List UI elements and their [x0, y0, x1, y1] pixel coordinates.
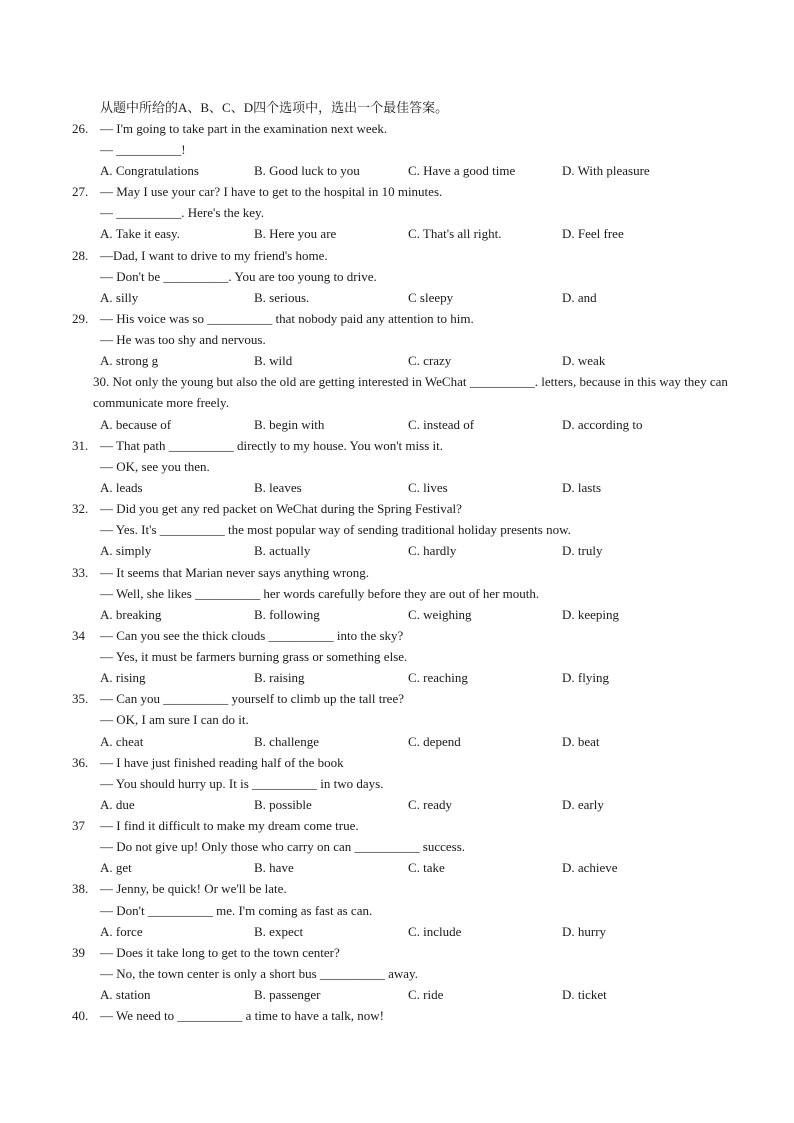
option-c: C. reaching [408, 670, 468, 685]
option-a: A. leads [100, 480, 143, 495]
option-c: C. instead of [408, 417, 475, 432]
question-28-options [0, 287, 794, 308]
option-d: D. according to [562, 417, 643, 432]
option-b: B. raising [254, 670, 305, 685]
option-b: B. begin with [254, 417, 325, 432]
question-text: — OK, see you then. [100, 459, 210, 474]
question-38-options [0, 921, 794, 942]
question-33-line-1 [0, 562, 794, 583]
option-a: A. station [100, 987, 151, 1002]
option-b: B. actually [254, 543, 311, 558]
question-32-line-2 [0, 519, 794, 540]
option-c: C. crazy [408, 353, 452, 368]
option-c: C. depend [408, 734, 461, 749]
option-c: C. lives [408, 480, 448, 495]
question-34-options [0, 667, 794, 688]
option-b: B. possible [254, 797, 312, 812]
question-text: — I'm going to take part in the examination next week. [100, 121, 388, 136]
option-a: A. simply [100, 543, 152, 558]
question-32-options [0, 540, 794, 561]
question-number: 30. [93, 374, 110, 389]
question-number: 27. [72, 184, 89, 199]
question-39-line-1 [0, 942, 794, 963]
question-26-options [0, 160, 794, 181]
question-number: 26. [72, 121, 89, 136]
question-text: — May I use your car? I have to get to the hospital in 10 minutes. [100, 184, 443, 199]
question-38-line-1 [0, 878, 794, 899]
question-text: — It seems that Marian never says anything wrong. [100, 565, 369, 580]
question-40-line-1 [0, 1005, 794, 1026]
option-a: A. cheat [100, 734, 144, 749]
option-a: A. silly [100, 290, 139, 305]
question-36-line-1 [0, 752, 794, 773]
option-a: A. Take it easy. [100, 226, 180, 241]
question-27-options [0, 223, 794, 244]
question-32-line-1 [0, 498, 794, 519]
question-31-line-2 [0, 456, 794, 477]
question-text: — I find it difficult to make my dream come true. [100, 818, 359, 833]
question-text: —Dad, I want to drive to my friend's home. [100, 248, 328, 263]
option-c: C. hardly [408, 543, 457, 558]
instruction-text: 从题中所给的A、B、C、D四个选项中，选出一个最佳答案。 [100, 100, 449, 115]
option-d: D. beat [562, 734, 600, 749]
question-text: — His voice was so __________ that nobody paid any attention to him. [100, 311, 474, 326]
option-a: A. rising [100, 670, 146, 685]
question-text: — Does it take long to get to the town center? [100, 945, 340, 960]
option-c: C. weighing [408, 607, 472, 622]
question-36-line-2 [0, 773, 794, 794]
question-31-options [0, 477, 794, 498]
question-38-line-2 [0, 900, 794, 921]
option-a: A. Congratulations [100, 163, 199, 178]
question-text: Not only the young but also the old are getting interested in WeChat __________. letters, because in this way they can communicate more freely. [93, 374, 728, 410]
question-text: — Yes, it must be farmers burning grass or something else. [100, 649, 408, 664]
question-text: — Did you get any red packet on WeChat during the Spring Festival? [100, 501, 462, 516]
option-d: D. lasts [562, 480, 601, 495]
option-d: D. weak [562, 353, 606, 368]
option-b: B. following [254, 607, 320, 622]
question-text: — __________! [100, 142, 186, 157]
question-number: 38. [72, 881, 89, 896]
option-c: C. take [408, 860, 445, 875]
option-d: D. flying [562, 670, 609, 685]
question-36-options [0, 794, 794, 815]
question-text: — Don't __________ me. I'm coming as fast as can. [100, 903, 373, 918]
option-b: B. Here you are [254, 226, 337, 241]
option-d: D. and [562, 290, 597, 305]
question-35-line-1 [0, 688, 794, 709]
question-text: — Jenny, be quick! Or we'll be late. [100, 881, 287, 896]
question-text: — Can you __________ yourself to climb up the tall tree? [100, 691, 404, 706]
question-text: — Do not give up! Only those who carry on can __________ success. [100, 839, 466, 854]
question-text: — That path __________ directly to my house. You won't miss it. [100, 438, 443, 453]
option-c: C. ride [408, 987, 444, 1002]
question-text: — I have just finished reading half of the book [100, 755, 344, 770]
option-c: C sleepy [408, 290, 454, 305]
option-c: C. ready [408, 797, 453, 812]
question-35-options [0, 731, 794, 752]
option-a: A. force [100, 924, 143, 939]
question-29-options [0, 350, 794, 371]
option-b: B. challenge [254, 734, 319, 749]
question-text: — He was too shy and nervous. [100, 332, 266, 347]
question-number: 39 [72, 945, 85, 960]
question-number: 40. [72, 1008, 89, 1023]
question-29-line-1 [0, 308, 794, 329]
question-35-line-2 [0, 709, 794, 730]
question-number: 32. [72, 501, 89, 516]
question-29-line-2 [0, 329, 794, 350]
question-37-line-1 [0, 815, 794, 836]
option-a: A. due [100, 797, 135, 812]
question-text: — You should hurry up. It is __________ in two days. [100, 776, 384, 791]
question-number: 31. [72, 438, 89, 453]
question-26-line-2 [0, 139, 794, 160]
question-27-line-2 [0, 202, 794, 223]
question-33-line-2 [0, 583, 794, 604]
option-d: D. truly [562, 543, 603, 558]
question-text: — OK, I am sure I can do it. [100, 712, 249, 727]
option-c: C. Have a good time [408, 163, 516, 178]
question-28-line-2 [0, 266, 794, 287]
question-39-line-2 [0, 963, 794, 984]
question-34-line-1 [0, 625, 794, 646]
question-30-stem [0, 371, 794, 413]
option-a: A. breaking [100, 607, 162, 622]
option-d: D. achieve [562, 860, 618, 875]
option-b: B. leaves [254, 480, 302, 495]
question-34-line-2 [0, 646, 794, 667]
question-39-options [0, 984, 794, 1005]
option-d: D. Feel free [562, 226, 624, 241]
option-b: B. have [254, 860, 294, 875]
question-27-line-1 [0, 181, 794, 202]
option-d: D. With pleasure [562, 163, 650, 178]
question-number: 35. [72, 691, 89, 706]
option-b: B. passenger [254, 987, 321, 1002]
option-b: B. wild [254, 353, 293, 368]
option-d: D. hurry [562, 924, 607, 939]
question-37-line-2 [0, 836, 794, 857]
question-text: — No, the town center is only a short bus __________ away. [100, 966, 418, 981]
question-number: 36. [72, 755, 89, 770]
option-a: A. get [100, 860, 132, 875]
option-d: D. ticket [562, 987, 607, 1002]
option-b: B. Good luck to you [254, 163, 360, 178]
question-text: — Well, she likes __________ her words carefully before they are out of her mouth. [100, 586, 540, 601]
question-number: 34 [72, 628, 85, 643]
option-d: D. early [562, 797, 604, 812]
option-c: C. That's all right. [408, 226, 502, 241]
question-text: — We need to __________ a time to have a talk, now! [100, 1008, 384, 1023]
option-d: D. keeping [562, 607, 620, 622]
question-text: — Can you see the thick clouds __________ into the sky? [100, 628, 404, 643]
question-text: — Yes. It's __________ the most popular way of sending traditional holiday presents now. [100, 522, 571, 537]
question-text: — __________. Here's the key. [100, 205, 264, 220]
question-number: 29. [72, 311, 89, 326]
question-31-line-1 [0, 435, 794, 456]
question-28-line-1 [0, 245, 794, 266]
question-26-line-1 [0, 118, 794, 139]
question-37-options [0, 857, 794, 878]
question-30-options [0, 414, 794, 435]
option-b: B. serious. [254, 290, 310, 305]
option-b: B. expect [254, 924, 304, 939]
question-33-options [0, 604, 794, 625]
option-c: C. include [408, 924, 462, 939]
option-a: A. strong g [100, 353, 159, 368]
question-number: 37 [72, 818, 85, 833]
question-number: 28. [72, 248, 89, 263]
question-number: 33. [72, 565, 89, 580]
question-text: — Don't be __________. You are too young to drive. [100, 269, 377, 284]
option-a: A. because of [100, 417, 172, 432]
